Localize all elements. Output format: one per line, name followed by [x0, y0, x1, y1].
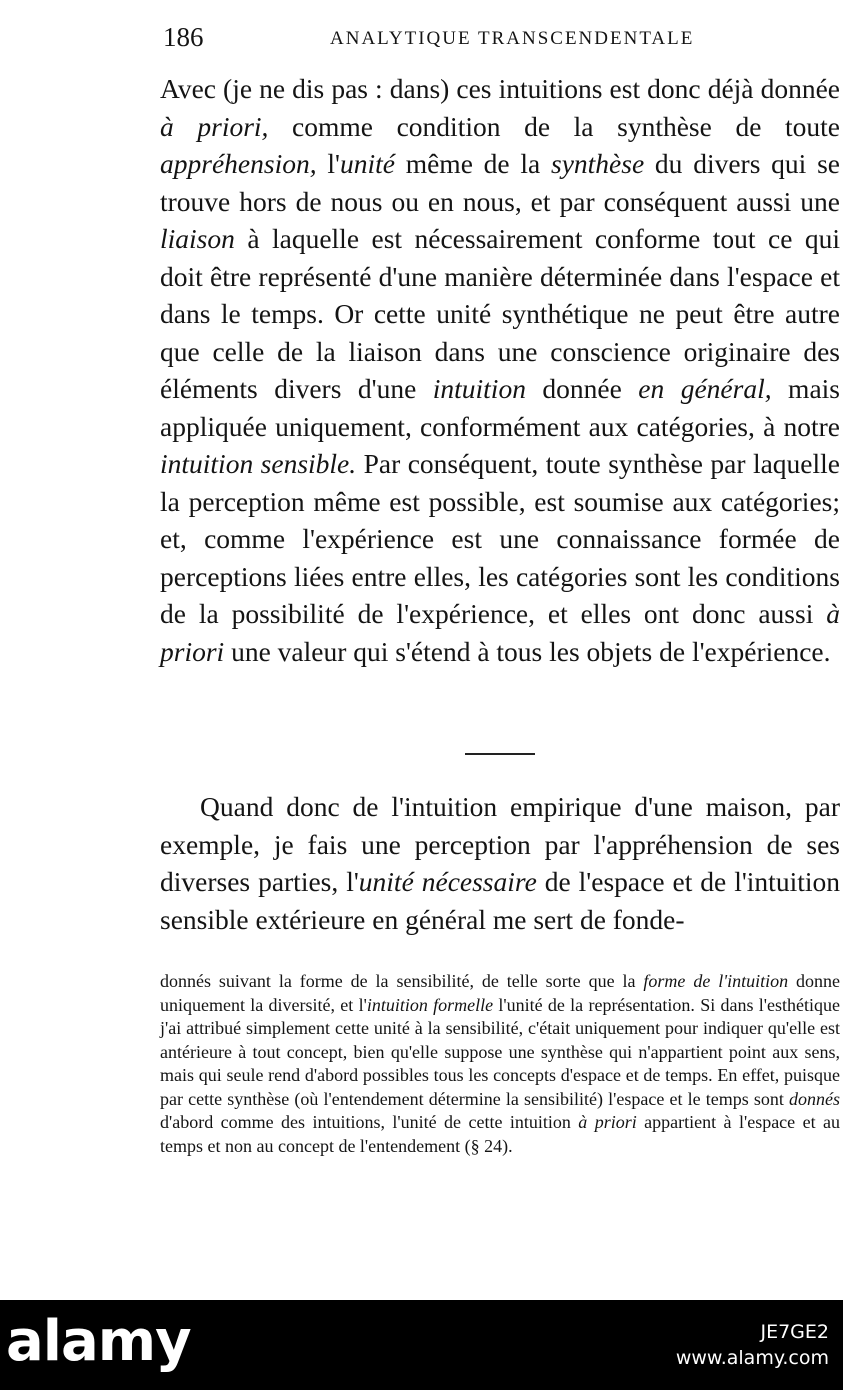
text-run: Quand donc de l'intuition empirique d'une maison, par exemple, je fais une perception par l'appréhension de ses diverses parties, l': [160, 791, 840, 897]
text-run: l': [316, 148, 340, 179]
italic-run: appréhension,: [160, 148, 317, 179]
text-run: Avec (je ne dis pas : dans) ces intuitions est donc déjà donnée: [160, 73, 840, 104]
text-run: donne uniquement la diversité, et l': [160, 971, 841, 1015]
page-number: 186: [163, 22, 204, 52]
italic-run: unité nécessaire: [358, 866, 537, 897]
italic-run: à priori,: [160, 110, 269, 142]
text-run: Par conséquent, toute synthèse par laquelle la perception même est possible, est soumise aux catégories; et, comme l'expérience est une connaissance formée de perceptions liées entre elles, les catégories sont les conditions de la possibilité de l'expérience, et elles ont donc aussi: [160, 448, 840, 629]
italic-run: intuition formelle: [366, 994, 494, 1015]
running-title: ANALYTIQUE TRANSCENDENTALE: [330, 28, 695, 49]
text-run: même de la: [394, 148, 551, 179]
italic-run: à priori: [578, 1112, 637, 1132]
site-url: www.alamy.com: [675, 1347, 829, 1369]
watermark-footer: [0, 1300, 843, 1390]
paragraph-2: [160, 788, 840, 938]
italic-run: intuition: [432, 373, 526, 404]
text-run: de l'espace et de l'intuition sensible extérieure en général me sert de fonde-: [160, 866, 840, 935]
italic-run: en général,: [638, 373, 772, 404]
italic-run: à priori: [160, 598, 840, 667]
text-run: appartient à l'espace et au temps et non au concept de l'entendement (§ 24).: [160, 1112, 840, 1156]
paragraph-1: [160, 70, 840, 670]
italic-run: liaison: [160, 223, 235, 254]
text-run: comme condition de la synthèse de toute: [268, 110, 840, 142]
image-id: JE7GE2: [760, 1321, 829, 1343]
text-run: du divers qui se trouve hors de nous ou en nous, et par conséquent aussi une: [160, 148, 840, 217]
text-run: à laquelle est nécessairement conforme tout ce qui doit être représenté d'une manière déterminée dans l'espace et dans le temps. Or cette unité synthétique ne peut être autre que celle de la liaison dans une conscience originaire des éléments divers d'une: [160, 223, 840, 404]
text-run: une valeur qui s'étend à tous les objets de l'expérience.: [224, 635, 831, 667]
text-run: l'unité de la représentation. Si dans l'esthétique j'ai attribué simplement cette unité à la sensibilité, c'était uniquement pour indiquer qu'elle est antérieure à tout concept, bien qu'elle suppose une synthèse qui n'appartient point aux sens, mais qui seule rend d'abord possibles tous les concepts d'espace et de temps. En effet, puisque par cette synthèse (où l'entendement détermine la sensibilité) l'espace et le temps sont: [160, 994, 840, 1109]
italic-run: unité: [339, 148, 395, 179]
text-run: donnée: [525, 373, 639, 404]
text-run: d'abord comme des intuitions, l'unité de cette intuition: [160, 1112, 579, 1132]
text-run: donnés suivant la forme de la sensibilité, de telle sorte que la: [160, 971, 644, 991]
alamy-logo: alamy: [6, 1309, 191, 1374]
section-divider: [465, 753, 535, 755]
footnote: [160, 970, 840, 1158]
italic-run: forme de l'intuition: [643, 971, 789, 991]
italic-run: intuition sensible.: [160, 448, 357, 479]
italic-run: synthèse: [551, 148, 645, 179]
text-run: mais appliquée uniquement, conformément aux catégories, à notre: [160, 373, 840, 442]
page-header: [160, 20, 843, 54]
italic-run: donnés: [789, 1088, 840, 1109]
